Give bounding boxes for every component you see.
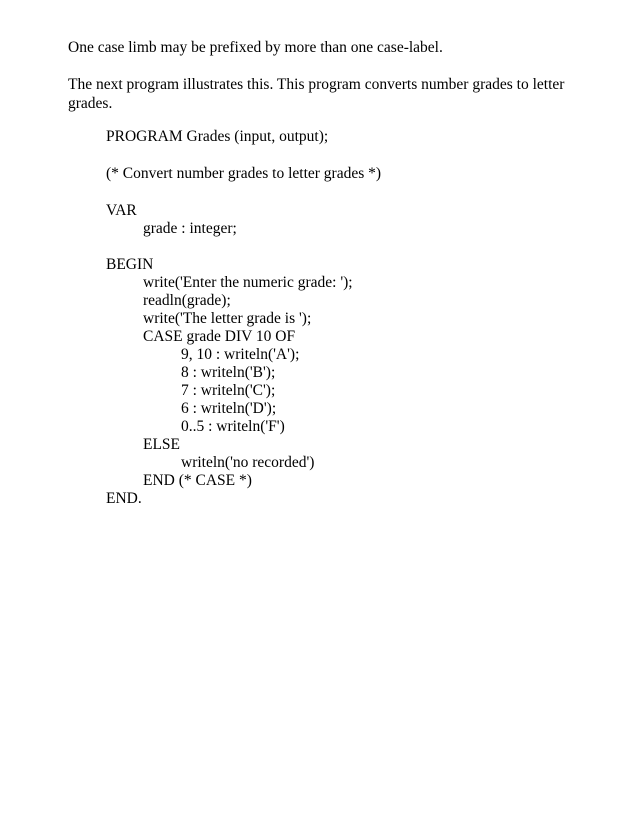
write-result-line: write('The letter grade is '); xyxy=(143,310,312,327)
case-branch-b-line: 8 : writeln('B'); xyxy=(181,364,276,381)
comment-line: (* Convert number grades to letter grades *) xyxy=(106,165,382,182)
intro-sentence: One case limb may be prefixed by more than one case-label. xyxy=(68,39,443,56)
program-end-line: END. xyxy=(106,490,142,507)
case-branch-c-line: 7 : writeln('C'); xyxy=(181,382,276,399)
case-branch-f-line: 0..5 : writeln('F') xyxy=(181,418,285,435)
else-keyword-line: ELSE xyxy=(143,436,181,453)
write-prompt-line: write('Enter the numeric grade: '); xyxy=(143,274,353,291)
program-header-line: PROGRAM Grades (input, output); xyxy=(106,128,329,145)
else-statement-line: writeln('no recorded') xyxy=(181,454,315,471)
case-branch-d-line: 6 : writeln('D'); xyxy=(181,400,277,417)
case-branch-a-line: 9, 10 : writeln('A'); xyxy=(181,346,300,363)
case-end-line: END (* CASE *) xyxy=(143,472,252,489)
case-header-line: CASE grade DIV 10 OF xyxy=(143,328,296,345)
var-keyword-line: VAR xyxy=(106,202,137,219)
intro-paragraph: The next program illustrates this. This program converts number grades to letter grades. xyxy=(68,76,565,112)
var-declaration-line: grade : integer; xyxy=(143,220,237,237)
readln-line: readln(grade); xyxy=(143,292,231,309)
begin-keyword-line: BEGIN xyxy=(106,256,154,273)
